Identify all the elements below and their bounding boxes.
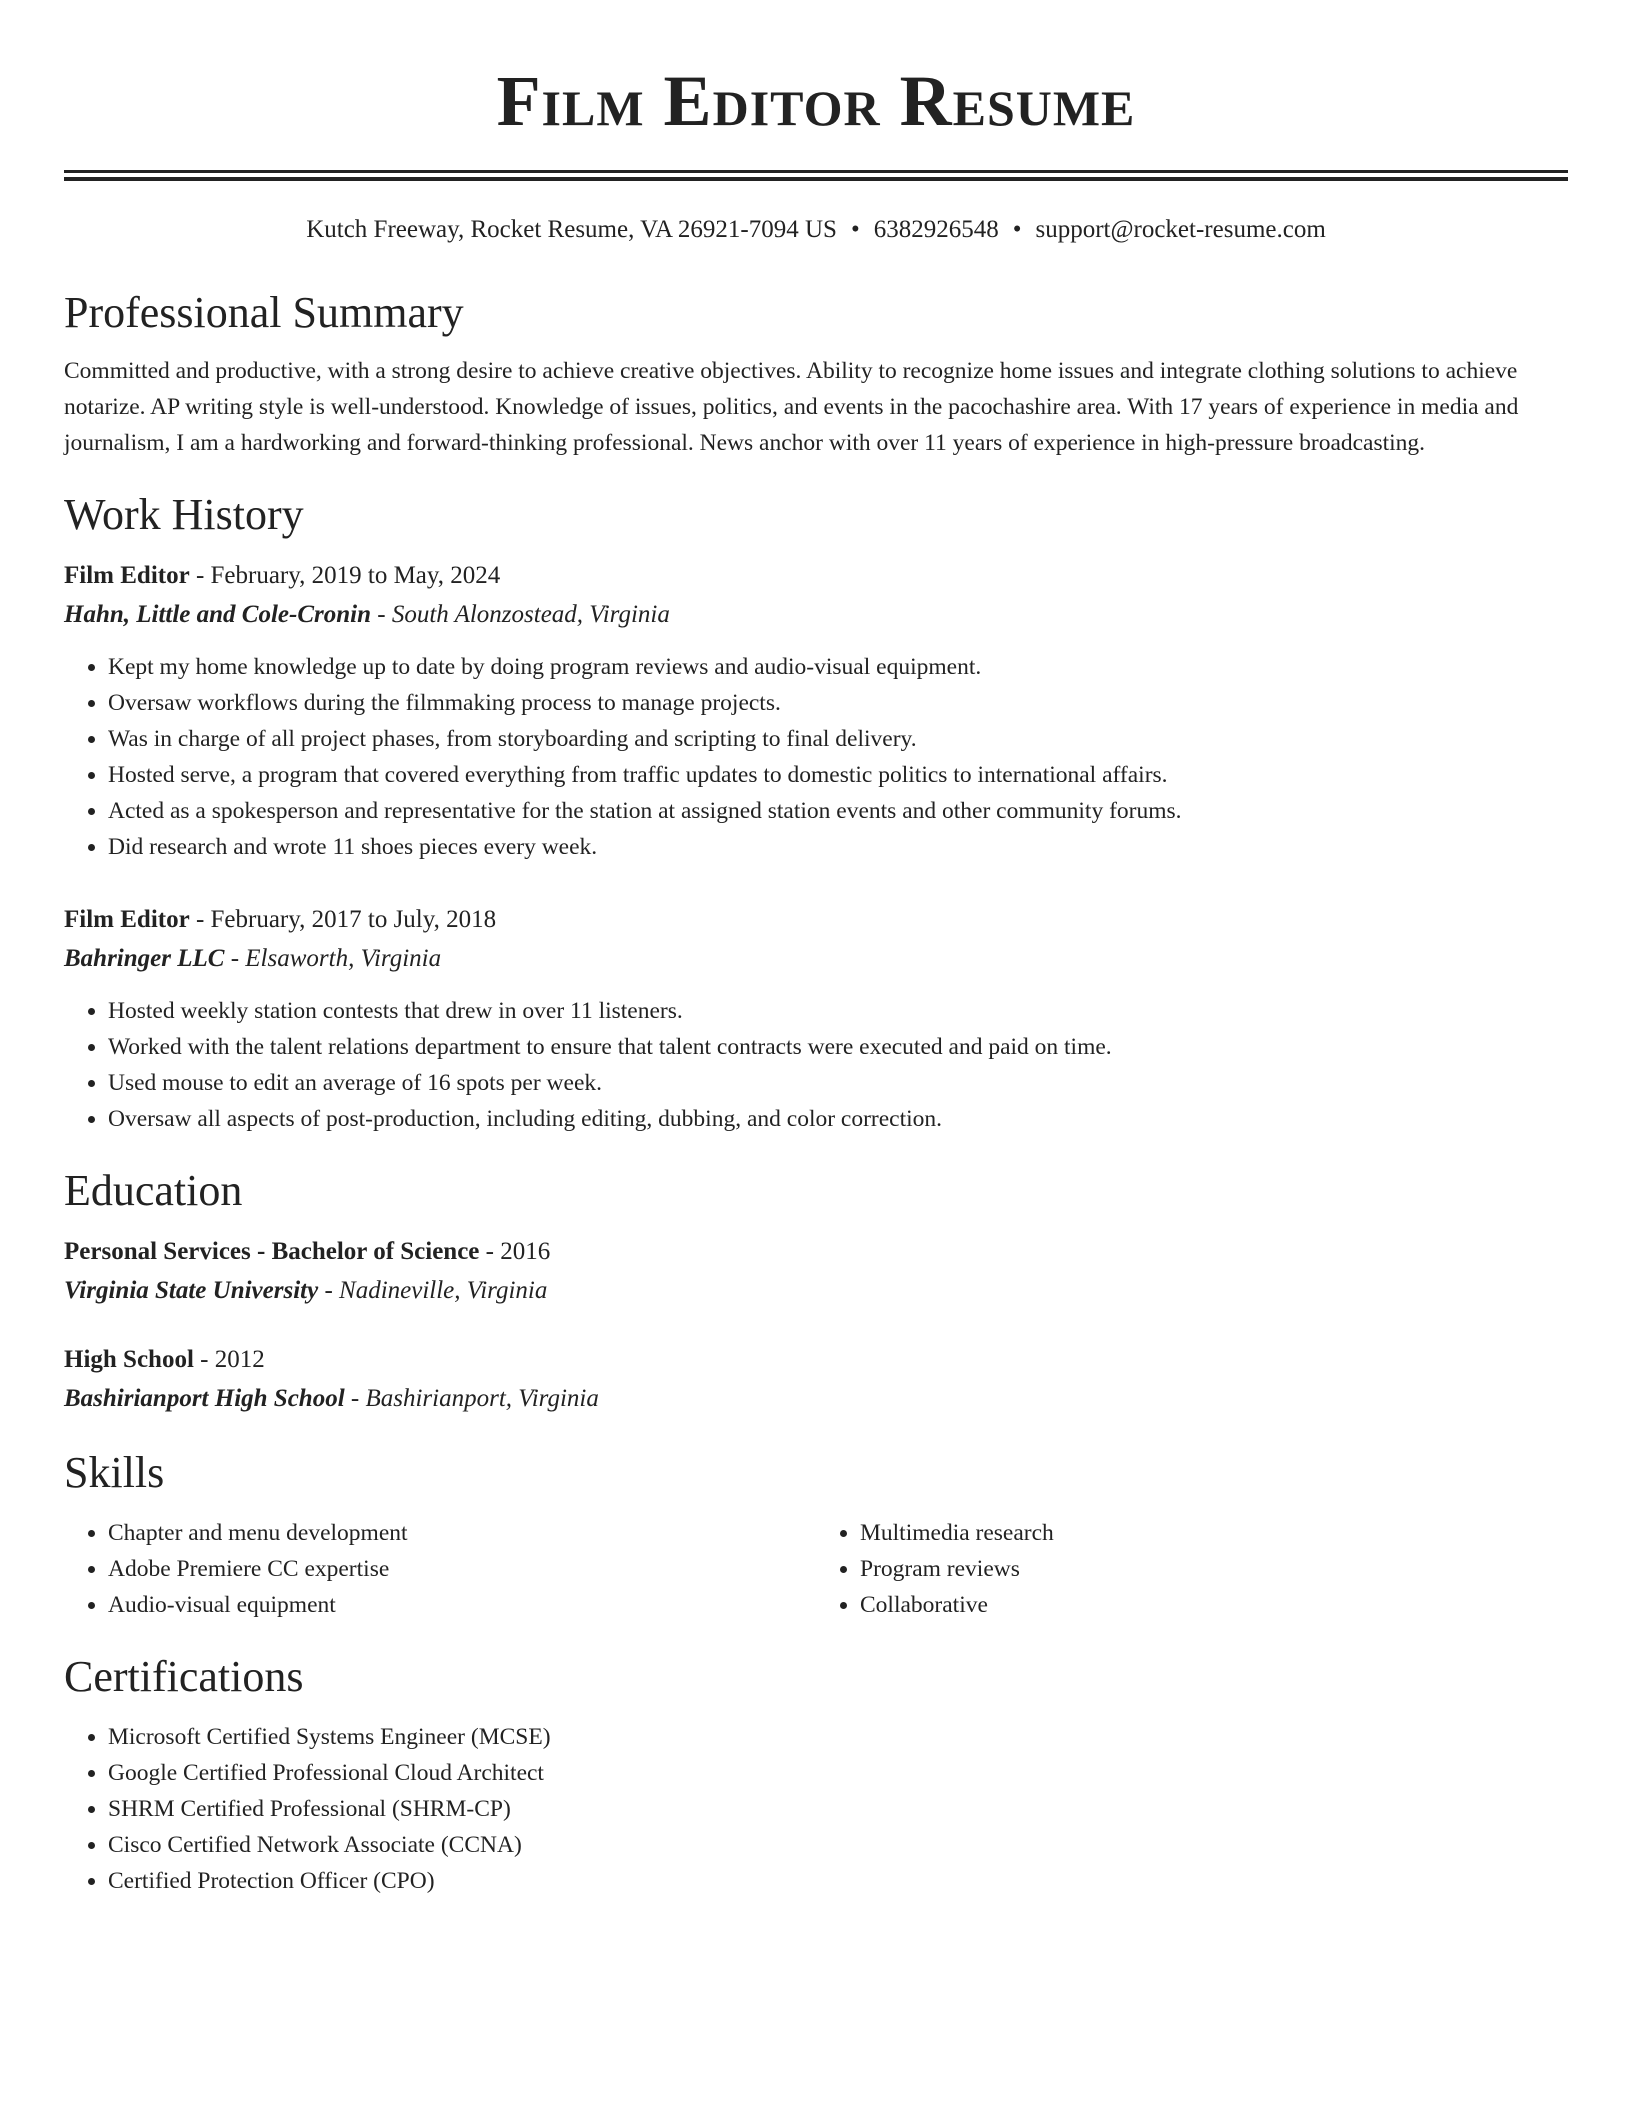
job-entry bbox=[64, 557, 1568, 865]
school-location: - Nadineville, Virginia bbox=[318, 1277, 548, 1304]
degree-line bbox=[64, 1341, 1568, 1379]
job-dates: - February, 2017 to July, 2018 bbox=[189, 906, 497, 933]
school-location: - Bashirianport, Virginia bbox=[344, 1385, 599, 1412]
employer-location: - Elsaworth, Virginia bbox=[224, 945, 442, 972]
certification-item: • SHRM Certified Professional (SHRM-CP) bbox=[108, 1791, 1568, 1827]
education-heading: Education bbox=[64, 1166, 243, 1215]
job-duty: • Hosted weekly station contests that drew in over 11 listeners. bbox=[108, 993, 1568, 1029]
certification-item: • Microsoft Certified Systems Engineer (MCSE) bbox=[108, 1719, 1568, 1755]
page-title: Film Editor Resume bbox=[496, 61, 1136, 141]
job-dates: - February, 2019 to May, 2024 bbox=[189, 562, 501, 589]
contact-line bbox=[64, 213, 1568, 247]
skill-item: • Multimedia research bbox=[860, 1515, 1568, 1551]
job-duties-list bbox=[64, 993, 1568, 1137]
skill-item: • Chapter and menu development bbox=[108, 1515, 816, 1551]
school-line bbox=[64, 1379, 1568, 1419]
employer-name: Bahringer LLC bbox=[64, 945, 225, 972]
contact-separator: • bbox=[1012, 216, 1022, 243]
school-name: Virginia State University bbox=[64, 1277, 319, 1304]
work-history-heading: Work History bbox=[64, 490, 304, 539]
employer-line bbox=[64, 939, 1568, 979]
contact-separator: • bbox=[850, 216, 860, 243]
job-title: Film Editor bbox=[64, 906, 190, 933]
employer-line bbox=[64, 595, 1568, 635]
job-duty: • Acted as a spokesperson and representative for the station at assigned station events and other community forums. bbox=[108, 793, 1568, 829]
school-line bbox=[64, 1271, 1568, 1311]
summary-text: Committed and productive, with a strong desire to achieve creative objectives. Ability to recognize home issues and integrate clothing solutions to achieve notarize. AP writing style is well-understood. Knowledge of issues, politics, and events in the pacochashire area. With 17 years of experience in media and journalism, I am a hardworking and forward-thinking professional. News anchor with over 11 years of experience in high-pressure broadcasting. bbox=[64, 358, 1519, 456]
employer-name: Hahn, Little and Cole-Cronin bbox=[64, 601, 372, 628]
degree-name: High School bbox=[64, 1346, 194, 1373]
job-duty: • Was in charge of all project phases, from storyboarding and scripting to final delivery. bbox=[108, 721, 1568, 757]
skill-item: • Program reviews bbox=[860, 1551, 1568, 1587]
skills-list-left bbox=[64, 1515, 816, 1623]
job-title-line bbox=[64, 901, 1568, 939]
certifications-list bbox=[64, 1719, 1568, 1899]
contact-email: support@rocket-resume.com bbox=[1035, 216, 1326, 243]
school-name: Bashirianport High School bbox=[64, 1385, 345, 1412]
skill-item: • Audio-visual equipment bbox=[108, 1587, 816, 1623]
job-duty: • Oversaw all aspects of post-production, including editing, dubbing, and color correction. bbox=[108, 1101, 1568, 1137]
job-duty: • Used mouse to edit an average of 16 spots per week. bbox=[108, 1065, 1568, 1101]
summary-heading: Professional Summary bbox=[64, 288, 464, 337]
certification-item: • Google Certified Professional Cloud Architect bbox=[108, 1755, 1568, 1791]
certification-item: • Certified Protection Officer (CPO) bbox=[108, 1863, 1568, 1899]
employer-location: - South Alonzostead, Virginia bbox=[371, 601, 670, 628]
title-divider bbox=[64, 170, 1568, 181]
skill-item: • Collaborative bbox=[860, 1587, 1568, 1623]
degree-year: - 2016 bbox=[479, 1238, 551, 1265]
job-duty: • Hosted serve, a program that covered everything from traffic updates to domestic politics to international affairs. bbox=[108, 757, 1568, 793]
education-entry bbox=[64, 1341, 1568, 1419]
contact-phone: 6382926548 bbox=[873, 216, 999, 243]
job-title-line bbox=[64, 557, 1568, 595]
skills-columns bbox=[64, 1515, 1568, 1623]
degree-year: - 2012 bbox=[193, 1346, 265, 1373]
job-duty: • Did research and wrote 11 shoes pieces every week. bbox=[108, 829, 1568, 865]
certifications-heading: Certifications bbox=[64, 1652, 304, 1701]
job-duty: • Worked with the talent relations department to ensure that talent contracts were executed and paid on time. bbox=[108, 1029, 1568, 1065]
degree-line bbox=[64, 1233, 1568, 1271]
contact-address: Kutch Freeway, Rocket Resume, VA 26921-7094 US bbox=[306, 216, 837, 243]
certification-item: • Cisco Certified Network Associate (CCNA) bbox=[108, 1827, 1568, 1863]
job-duty: • Kept my home knowledge up to date by doing program reviews and audio-visual equipment. bbox=[108, 649, 1568, 685]
skill-item: • Adobe Premiere CC expertise bbox=[108, 1551, 816, 1587]
degree-name: Personal Services - Bachelor of Science bbox=[64, 1238, 480, 1265]
job-duties-list bbox=[64, 649, 1568, 865]
education-entry bbox=[64, 1233, 1568, 1311]
skills-heading: Skills bbox=[64, 1448, 165, 1497]
job-title: Film Editor bbox=[64, 562, 190, 589]
job-duty: • Oversaw workflows during the filmmaking process to manage projects. bbox=[108, 685, 1568, 721]
job-entry bbox=[64, 901, 1568, 1137]
skills-list-right bbox=[816, 1515, 1568, 1623]
